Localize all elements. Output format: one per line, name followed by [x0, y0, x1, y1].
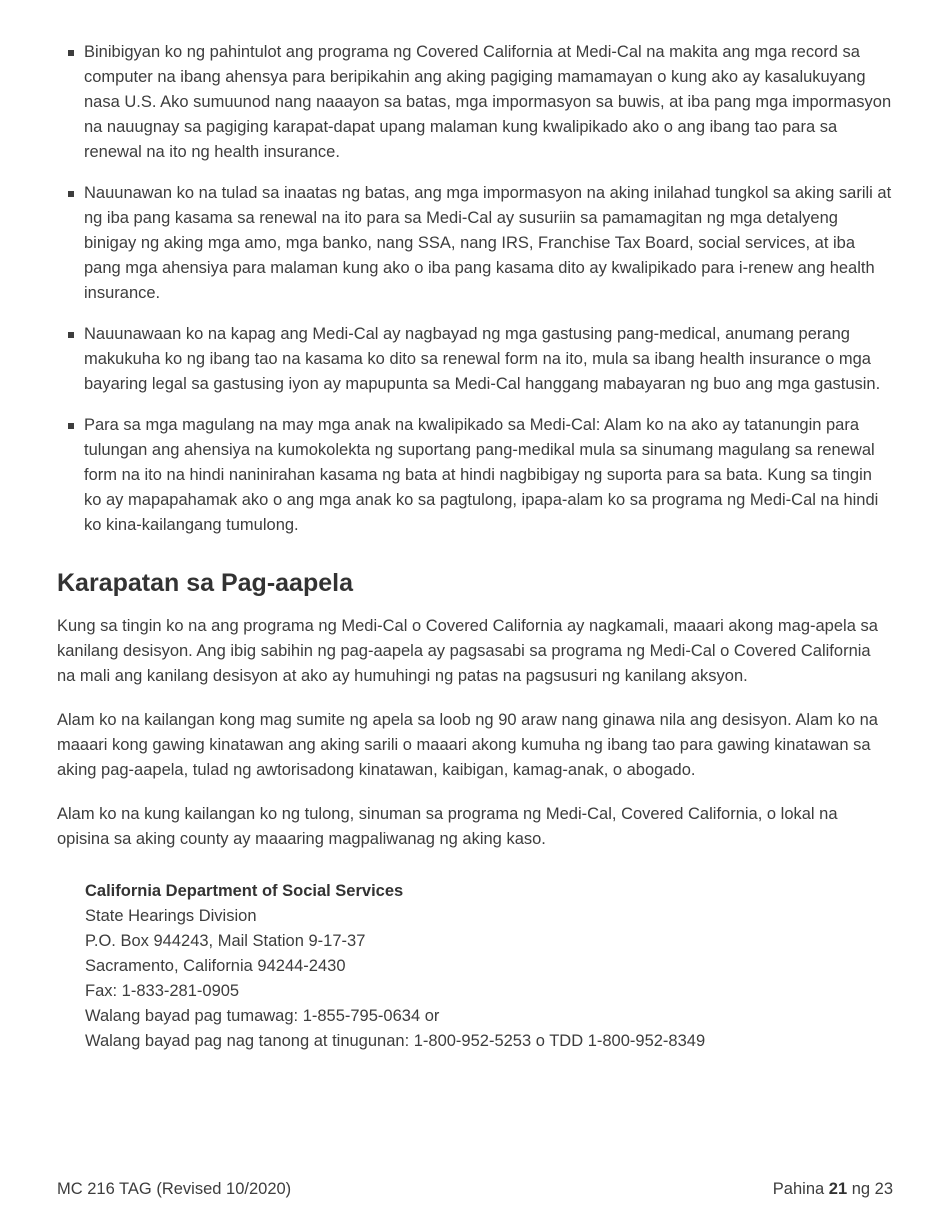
square-bullet-icon [68, 423, 74, 429]
footer-page-prefix: Pahina [772, 1180, 829, 1198]
footer-page-number: 21 [828, 1180, 848, 1198]
bullet-list [57, 40, 893, 538]
bullet-text: Binibigyan ko ng pahintulot ang programa ng Covered California at Medi-Cal na makita ang mga record sa computer na ibang ahensya para beripikahin ang aking pagiging mamamayan o kung ako ay kasalukuyang nasa U.S. Ako sumuunod nang naaayon sa batas, mga impormasyon sa buwis, at iba pang mga impormasyon na nauugnay sa pagiging karapat-dapat upang malaman kung kwalipikado ako o ang ibang tao para sa renewal na ito ng health insurance. [84, 43, 892, 161]
address-phone-tdd-line: Walang bayad pag nag tanong at tinugunan: 1-800-952-5253 o TDD 1-800-952-8349 [85, 1032, 706, 1050]
bullet-item [57, 322, 893, 397]
address-phone-line: Walang bayad pag tumawag: 1-855-795-0634 or [85, 1007, 440, 1025]
bullet-item [57, 181, 893, 306]
paragraph: Alam ko na kailangan kong mag sumite ng apela sa loob ng 90 araw nang ginawa nila ang desisyon. Alam ko na maaari kong gawing kinatawan ang aking sarili o maaari akong kumuha ng ibang tao para gawing kinatawan sa aking pag-aapela, tulad ng awtorisadong kinatawan, kaibigan, kamag-anak, o abogado. [57, 711, 878, 779]
bullet-text: Para sa mga magulang na may mga anak na kwalipikado sa Medi-Cal: Alam ko na ako ay tatanungin para tulungan ang ahensiya na kumokolekta ng suportang pang-medikal mula sa sinumang magulang sa renewal form na ito na hindi naninirahan kasama ng bata at hindi nagbibigay ng suporta para sa bata. Kung sa tingin ko ay mapapahamak ako o ang mga anak ko sa pagtulong, ipapa-alam ko sa programa ng Medi-Cal na hindi ko kina-kailangang tumulong. [84, 416, 879, 534]
bullet-text: Nauunawan ko na tulad sa inaatas ng batas, ang mga impormasyon na aking inilahad tungkol sa aking sarili at ng iba pang kasama sa renewal na ito para sa Medi-Cal ay susuriin sa pamamagitan ng mga detalyeng binigay ng aking mga amo, mga banko, nang SSA, nang IRS, Franchise Tax Board, social services, at iba pang mga ahensiya para malaman kung ako o iba pang kasama dito ay kwalipikado para i-renew ang health insurance. [84, 184, 892, 302]
address-block [85, 879, 893, 1054]
footer-page-indicator [773, 1178, 893, 1200]
section-heading: Karapatan sa Pag-aapela [57, 569, 353, 597]
bullet-item [57, 40, 893, 165]
address-fax-line: Fax: 1-833-281-0905 [85, 982, 240, 1000]
address-org-name: California Department of Social Services [85, 882, 404, 900]
address-line: Sacramento, California 94244-2430 [85, 957, 346, 975]
paragraph: Alam ko na kung kailangan ko ng tulong, sinuman sa programa ng Medi-Cal, Covered California, o lokal na opisina sa aking county ay maaaring magpaliwanag ng aking kaso. [57, 805, 838, 848]
square-bullet-icon [68, 50, 74, 56]
bullet-item [57, 413, 893, 538]
address-line: State Hearings Division [85, 907, 257, 925]
paragraph: Kung sa tingin ko na ang programa ng Medi-Cal o Covered California ay nagkamali, maaari akong mag-apela sa kanilang desisyon. Ang ibig sabihin ng pag-aapela ay pagsasabi sa programa ng Medi-Cal o Covered California na mali ang kanilang desisyon at ako ay humuhingi ng patas na pagsusuri ng kanilang aksyon. [57, 617, 878, 685]
footer-form-code: MC 216 TAG (Revised 10/2020) [57, 1180, 292, 1198]
page-footer [57, 1178, 893, 1200]
bullet-text: Nauunawaan ko na kapag ang Medi-Cal ay nagbayad ng mga gastusing pang-medical, anumang perang makukuha ko ng ibang tao na kasama ko dito sa renewal form na ito, mula sa ibang health insurance o mga bayaring legal sa gastusing iyon ay mapupunta sa Medi-Cal hanggang mabayaran ng buo ang mga gastusin. [84, 325, 881, 393]
square-bullet-icon [68, 191, 74, 197]
square-bullet-icon [68, 332, 74, 338]
footer-page-suffix: ng 23 [847, 1180, 893, 1198]
address-line: P.O. Box 944243, Mail Station 9-17-37 [85, 932, 366, 950]
